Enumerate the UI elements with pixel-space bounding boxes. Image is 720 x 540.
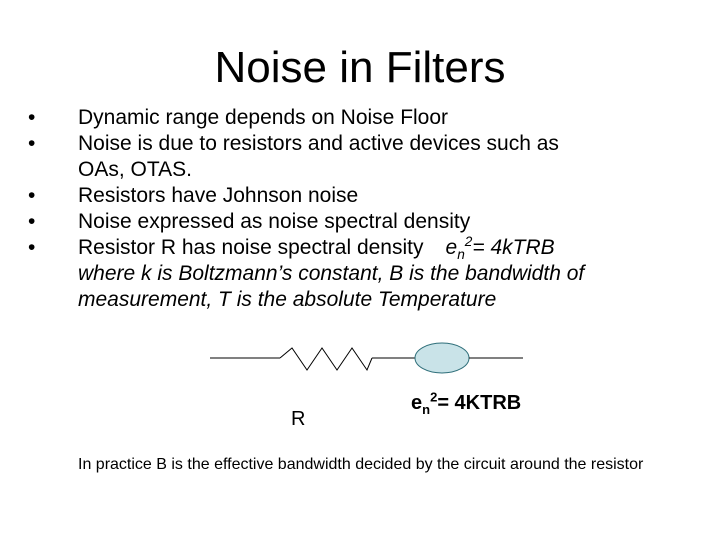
bullet-marker: • bbox=[28, 184, 36, 207]
bullet-text: Dynamic range depends on Noise Floor bbox=[78, 106, 449, 129]
bullet-item bbox=[18, 131, 708, 183]
bullet-text: Resistor R has noise spectral density bbox=[78, 236, 424, 259]
bullet-marker: • bbox=[28, 106, 36, 129]
bullet-item bbox=[18, 183, 708, 209]
slide-title: Noise in Filters bbox=[214, 43, 506, 92]
footnote-text: In practice B is the effective bandwidth decided by the circuit around the resistor bbox=[78, 456, 644, 473]
bullet-marker: • bbox=[28, 210, 36, 233]
bullet-item bbox=[18, 235, 708, 313]
formula-base: e bbox=[445, 236, 458, 259]
bullet-text-continued: measurement, T is the absolute Temperature bbox=[78, 288, 497, 311]
equation-rest: = 4KTRB bbox=[437, 392, 522, 414]
bullet-text-line bbox=[78, 235, 708, 261]
bullet-marker: • bbox=[28, 236, 36, 259]
noise-density-formula bbox=[445, 234, 555, 263]
bullet-marker: • bbox=[28, 132, 36, 155]
equation-base: e bbox=[411, 392, 423, 414]
bullet-text: Noise expressed as noise spectral density bbox=[78, 210, 471, 233]
bullet-item bbox=[18, 105, 708, 131]
bullet-text-continued: OAs, OTAS. bbox=[78, 158, 192, 181]
formula-subscript: n bbox=[457, 247, 465, 263]
resistor-symbol bbox=[280, 348, 372, 370]
formula-superscript: 2 bbox=[464, 234, 473, 249]
noise-source-ellipse bbox=[415, 343, 469, 373]
equation-subscript: n bbox=[422, 402, 431, 417]
equation-superscript: 2 bbox=[430, 389, 438, 405]
formula-rest: = 4kTRB bbox=[472, 236, 555, 259]
resistor-label: R bbox=[291, 408, 306, 430]
bullet-text: Noise is due to resistors and active devices such as bbox=[78, 132, 559, 155]
bullet-item bbox=[18, 209, 708, 235]
bullet-text-continued: where k is Boltzmann’s constant, B is the bandwidth of bbox=[78, 262, 585, 285]
bullet-list bbox=[18, 105, 708, 313]
resistor-noise-diagram bbox=[210, 340, 530, 380]
bullet-text: Resistors have Johnson noise bbox=[78, 184, 359, 207]
noise-voltage-equation bbox=[411, 389, 522, 417]
